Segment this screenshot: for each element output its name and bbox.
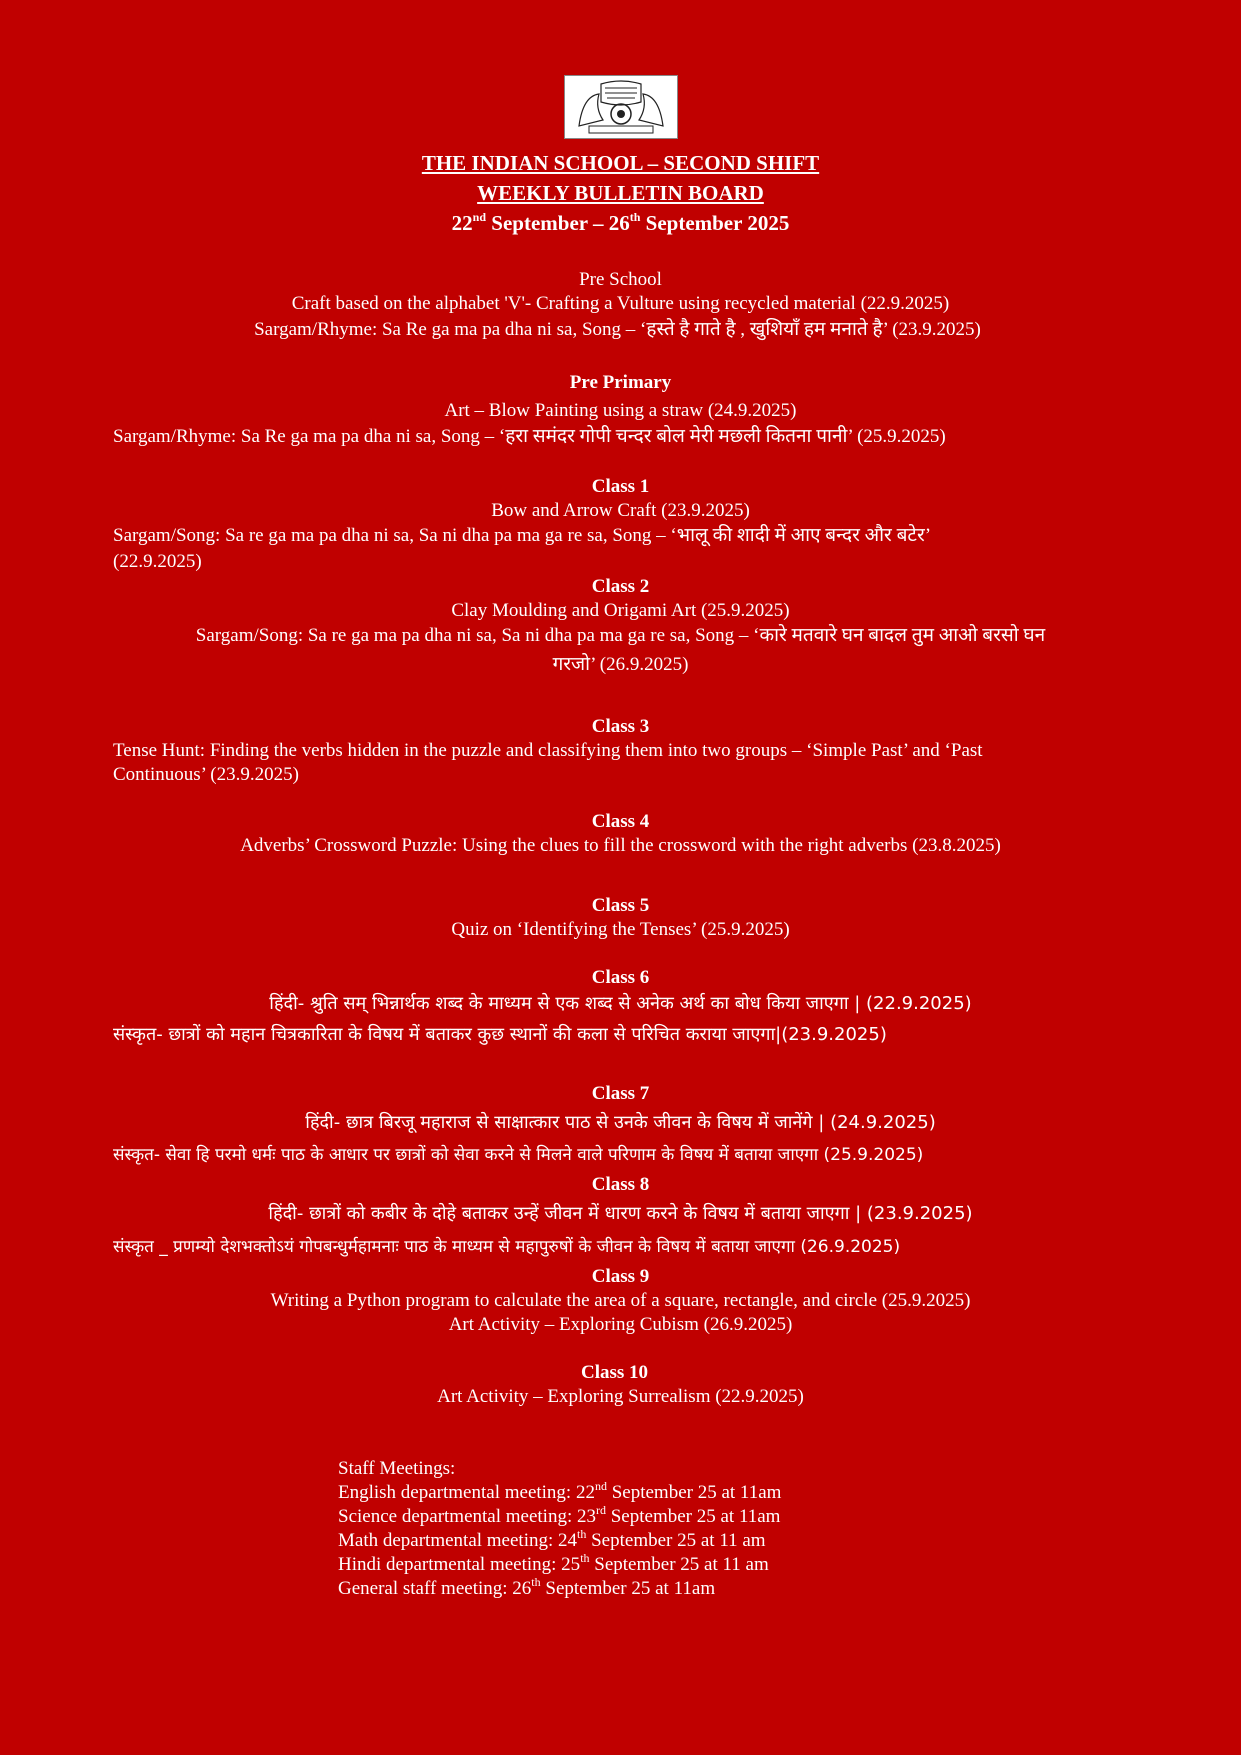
bulletin-title: THE INDIAN SCHOOL – SECOND SHIFT: [421, 151, 820, 175]
section-title: Class 8: [591, 1174, 650, 1195]
activity-line: Sargam/Song: Sa re ga ma pa dha ni sa, Sa ni dha pa ma ga re sa, Song – ‘कारे मतवारे घन बादल तुम आओ बरसो घन: [195, 625, 1046, 646]
school-crest-icon: [565, 76, 677, 138]
activity-line: हिंदी- छात्रों को कबीर के दोहे बताकर उन्हें जीवन में धारण करने के विषय में बताया जाएगा | (23.9.2025): [268, 1203, 973, 1224]
activity-line: Sargam/Song: Sa re ga ma pa dha ni sa, Sa ni dha pa ma ga re sa, Song – ‘भालू की शादी में आए बन्दर और बटेर’: [113, 525, 932, 546]
activity-line: संस्कृत _ प्रणम्यो देशभक्तोऽयं गोपबन्धुर्महामनाः पाठ के माध्यम से महापुरुषों के जीवन के विषय में बताया जाएगा (26.9.2025): [113, 1237, 901, 1257]
school-logo: [564, 75, 678, 139]
bulletin-date-range: [0, 212, 1241, 234]
meeting-item: Hindi departmental meeting: 25th September 25 at 11 am: [338, 1550, 769, 1575]
activity-line: Craft based on the alphabet 'V'- Crafting a Vulture using recycled material (22.9.2025): [291, 293, 950, 314]
date-end-day: September – 26: [486, 211, 630, 235]
activity-line: Art – Blow Painting using a straw (24.9.2025): [444, 400, 797, 421]
activity-line: (22.9.2025): [113, 551, 202, 572]
activity-line: Art Activity – Exploring Surrealism (22.9.2025): [437, 1386, 804, 1407]
section-title: Class 3: [591, 716, 650, 737]
section-title: Class 7: [591, 1083, 650, 1104]
section-title: Class 5: [591, 895, 650, 916]
activity-line: Art Activity – Exploring Cubism (26.9.2025): [448, 1314, 793, 1335]
date-start-day: 22: [451, 211, 473, 235]
activity-line: Bow and Arrow Craft (23.9.2025): [491, 500, 750, 521]
meeting-item: English departmental meeting: 22nd September 25 at 11am: [338, 1478, 782, 1503]
activity-line: Writing a Python program to calculate the area of a square, rectangle, and circle (25.9.2025): [270, 1290, 971, 1311]
date-end-suffix: th: [629, 210, 641, 224]
meeting-item: Math departmental meeting: 24th September 25 at 11 am: [338, 1526, 766, 1551]
date-year: September 2025: [640, 211, 790, 235]
activity-line: Clay Moulding and Origami Art (25.9.2025): [451, 600, 790, 621]
section-title: Class 2: [591, 576, 650, 597]
activity-line: Continuous’ (23.9.2025): [113, 764, 299, 785]
section-title: Class 10: [580, 1362, 649, 1383]
activity-line: हिंदी- श्रुति सम् भिन्नार्थक शब्द के माध्यम से एक शब्द से अनेक अर्थ का बोध किया जाएगा | (22.9.2025): [269, 993, 972, 1014]
activity-line: संस्कृत- सेवा हि परमो धर्मः पाठ के आधार पर छात्रों को सेवा करने से मिलने वाले परिणाम के विषय में बताया जाएगा (25.9.2025): [113, 1145, 924, 1165]
activity-line: गरजो’ (26.9.2025): [552, 654, 689, 675]
meeting-item: Science departmental meeting: 23rd September 25 at 11am: [338, 1502, 781, 1527]
section-title: Pre Primary: [569, 372, 672, 393]
staff-meetings-title: Staff Meetings:: [338, 1458, 456, 1479]
date-start-suffix: nd: [472, 210, 487, 224]
section-title: Class 1: [591, 476, 650, 497]
activity-line: Quiz on ‘Identifying the Tenses’ (25.9.2025): [451, 919, 790, 940]
section-title: Pre School: [579, 269, 662, 290]
activity-line: संस्कृत- छात्रों को महान चित्रकारिता के विषय में बताकर कुछ स्थानों की कला से परिचित कराया जाएगा|(23.9.2025): [113, 1024, 887, 1045]
section-title: Class 4: [591, 811, 650, 832]
section-title: Class 9: [591, 1266, 650, 1287]
bulletin-subtitle: WEEKLY BULLETIN BOARD: [477, 181, 764, 205]
activity-line: Adverbs’ Crossword Puzzle: Using the clues to fill the crossword with the right adverbs (23.8.2025): [240, 835, 1001, 856]
activity-line: हिंदी- छात्र बिरजू महाराज से साक्षात्कार पाठ से उनके जीवन के विषय में जानेंगे | (24.9.2025): [305, 1112, 936, 1133]
activity-line: Tense Hunt: Finding the verbs hidden in the puzzle and classifying them into two groups – ‘Simple Past’ and ‘Past: [113, 740, 983, 761]
section-title: Class 6: [591, 967, 650, 988]
activity-line: Sargam/Rhyme: Sa Re ga ma pa dha ni sa, Song – ‘हस्ते है गाते है , खुशियाँ हम मनाते है’ (23.9.2025): [254, 319, 981, 340]
activity-line: Sargam/Rhyme: Sa Re ga ma pa dha ni sa, Song – ‘हरा समंदर गोपी चन्दर बोल मेरी मछली कितना पानी’ (25.9.2025): [113, 426, 946, 447]
meeting-item: General staff meeting: 26th September 25 at 11am: [338, 1574, 716, 1599]
